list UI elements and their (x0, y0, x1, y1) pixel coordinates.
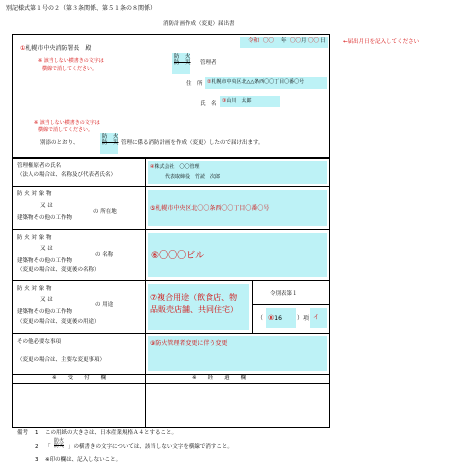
other-value (150, 341, 227, 347)
use-table-label: 令別表第１ (270, 291, 298, 297)
bname-label3: の 名称 (95, 252, 114, 258)
progress-header: ※ 経 過 欄 (192, 375, 247, 381)
address-label: 住 所 (186, 81, 203, 87)
bname-num: ⑥ (151, 251, 160, 261)
address-value (207, 80, 304, 85)
holder-sublabel: （法人の場合は、名称及び代表者氏名） (17, 172, 117, 178)
note2-open: 「 (45, 444, 51, 450)
date-era: 令和 (248, 38, 260, 44)
building-name-value (151, 252, 204, 261)
note2-lower: 防災 (54, 443, 65, 450)
note3-num: 3 (35, 457, 39, 463)
addressee (20, 46, 91, 52)
holder-line2: 代表取締役 竹読 次郎 (165, 174, 221, 180)
form-reference: 別記様式第１号の２（第３条関係、第５１条の８関係） (6, 5, 157, 12)
notes-lead: 備考 (17, 430, 29, 436)
note1-num: 1 (35, 430, 39, 436)
statement-kind (102, 135, 119, 147)
location-label4: 建築物その他の工作物 (17, 215, 73, 221)
row-divider (12, 229, 330, 230)
date-instruction-note: ←届出月日を記入してください (343, 39, 420, 45)
strike-note2-line1: ※ 該当しない横書きの文字は (34, 120, 100, 126)
use-term-value: 16 (274, 315, 282, 322)
other-label2: （変更の場合は、主要な変更事項） (17, 357, 106, 363)
location-label3: の 所在地 (93, 209, 117, 215)
use-label4: 建築物その他の工作物 (17, 309, 73, 315)
note1: この用紙の大きさは、日本産業規格Ａ４とすること。 (45, 430, 178, 436)
use-term (268, 315, 282, 322)
strike-note-line2: 横線で消してください。 (42, 66, 98, 72)
manager-kind-lower: 防 災 (174, 59, 191, 66)
use-term-num: ⑧ (268, 314, 275, 322)
location-value (150, 206, 269, 212)
receipt-header: ※ 受 付 欄 (52, 375, 107, 381)
row-divider (12, 383, 330, 384)
row-divider (12, 333, 330, 334)
use-paren-close: ）項 (297, 315, 310, 322)
location-text: 札幌市中央区北〇〇条西〇〇丁目〇番〇号 (155, 205, 270, 212)
use-label3: の 用途 (95, 302, 114, 308)
use-label2: 又 は (40, 297, 53, 303)
use-label1: 防 火 対 象 物 (17, 286, 52, 292)
name-value (222, 99, 252, 104)
other-label1: その他必要な事項 (17, 339, 62, 345)
note2-upper: 防火 (54, 438, 65, 444)
address-num: ② (207, 79, 212, 85)
holder-company: 株式会社 〇〇管理 (154, 164, 200, 170)
holder-num: ④ (150, 164, 155, 170)
note3: ※印の欄は、記入しないこと。 (45, 457, 122, 463)
note2-num: 2 (35, 444, 39, 450)
name-label: 氏 名 (200, 101, 217, 107)
use-label5: （変更の場合は、変更後の用途） (17, 319, 100, 325)
column-divider (252, 280, 253, 333)
row-divider (12, 186, 330, 187)
date-month-value: 〇〇 (290, 38, 302, 44)
holder-label: 管理権原者の氏名 (17, 163, 62, 169)
use-sub: イ (313, 314, 320, 321)
statement-kind-upper: 防 火 (102, 134, 119, 140)
date-month-unit: 月 (301, 38, 307, 44)
row-divider (12, 280, 330, 281)
use-paren-open: （ (257, 315, 264, 322)
holder-line1 (150, 165, 200, 170)
row-divider (252, 304, 330, 305)
use-value-line1 (150, 294, 237, 302)
bname-label1: 防 火 対 象 物 (17, 235, 52, 241)
bname-text: 〇〇〇ビル (159, 251, 205, 261)
date-day-value: 〇〇 (308, 38, 320, 44)
date-year-value: 〇〇 (263, 38, 275, 44)
use-text1: 複合用途（飲食店、物 (157, 293, 238, 302)
name-num: ③ (222, 98, 227, 104)
date-year-unit: 年 (281, 38, 287, 44)
note2-text: 」の横書きの文字については、該当しない文字を横線で消すこと。 (68, 444, 233, 450)
bname-label4: 建築物その他の工作物 (17, 258, 73, 264)
addressee-num: ① (20, 45, 26, 52)
bname-label2: 又 は (40, 246, 53, 252)
location-num: ⑤ (150, 205, 156, 212)
note2-kind (54, 439, 64, 450)
address-text: 札幌市中央区北△△条西〇〇丁目〇番〇号 (211, 79, 305, 85)
location-label1: 防 火 対 象 物 (17, 191, 52, 197)
statement-kind-lower: 防 災 (102, 139, 119, 146)
date-day-unit: 日 (320, 38, 326, 44)
manager-label: 管理者 (200, 60, 217, 66)
manager-kind (174, 55, 191, 67)
use-num: ⑦ (150, 293, 158, 302)
other-text: 防火管理者変更に伴う変更 (155, 340, 228, 347)
use-value-line2: 品販売店舗、共同住宅） (150, 305, 238, 314)
strike-note-line1: ※ 該当しない横書きの文字は (38, 58, 104, 64)
statement-suffix: 管理に係る消防計画を作成（変更）したので届け出ます。 (121, 140, 264, 146)
addressee-text: 札幌市中央消防署長 殿 (25, 45, 92, 52)
bname-label5: （変更の場合は、変更後の名称） (17, 267, 100, 273)
column-divider (145, 158, 146, 428)
name-text: 山川 太郎 (226, 98, 252, 104)
manager-kind-upper: 防 火 (174, 54, 191, 60)
statement-prefix: 別添のとおり、 (40, 140, 79, 146)
location-label2: 又 は (40, 203, 53, 209)
strike-note2-line2: 横線で消してください。 (38, 127, 94, 133)
form-title: 消防計画作成（変更）届出書 (163, 21, 235, 27)
other-num: ⑨ (150, 340, 156, 347)
